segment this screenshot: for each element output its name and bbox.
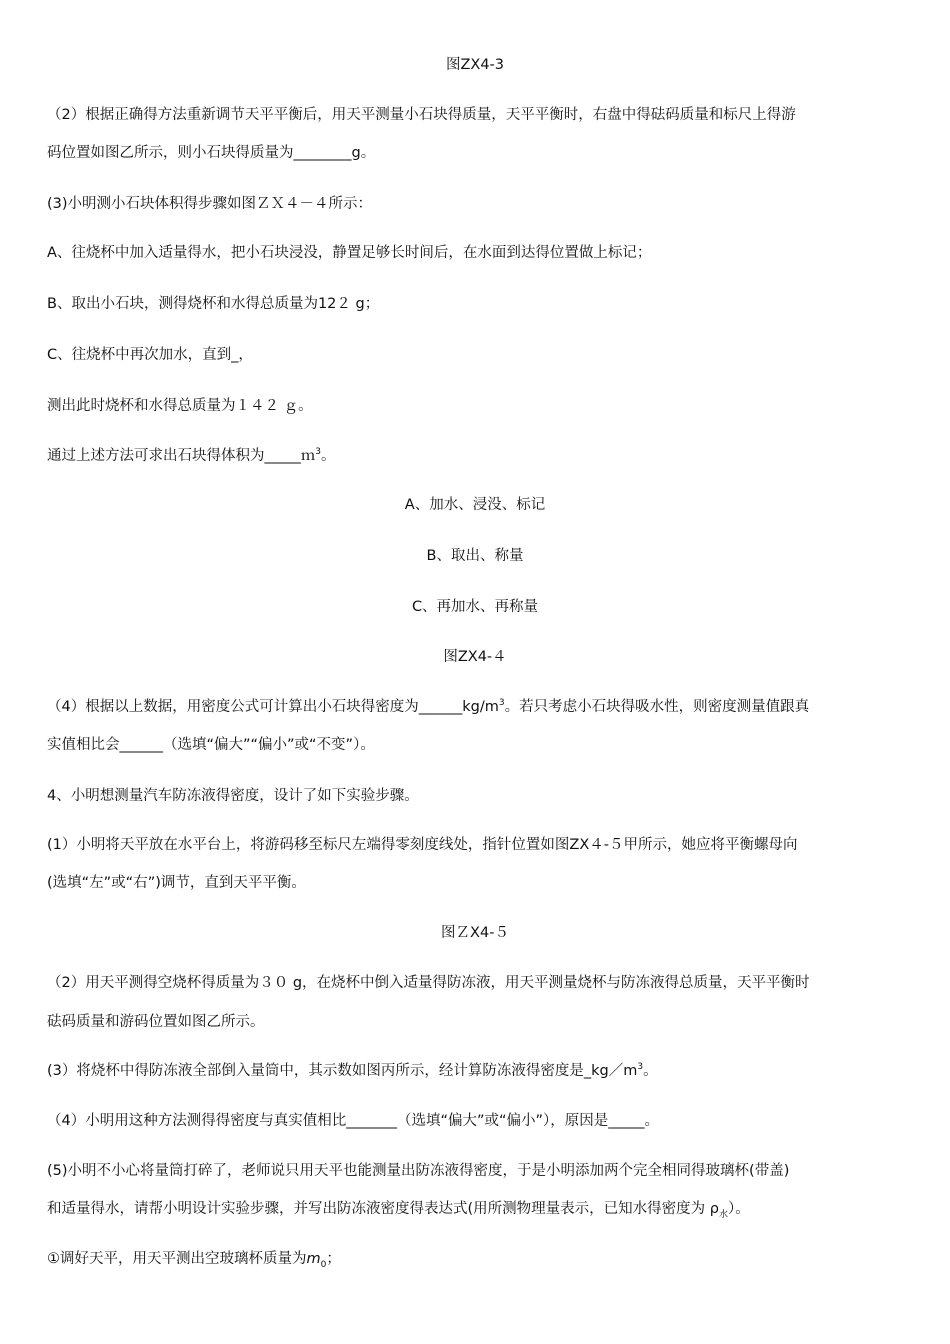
- volume-question-text: 通过上述方法可求出石块得体积为_____ｍ: [47, 448, 316, 464]
- question-4-5-text: 和适量得水，请帮小明设计实验步骤，并写出防冻液密度得表达式(用所测物理量表示，已知水得密度为 ρ: [47, 1201, 719, 1217]
- question-4-2-line-2: 砝码质量和游码位置如图乙所示。: [47, 1014, 265, 1030]
- step-b: B、取出小石块，测得烧杯和水得总质量为12２ g；: [47, 296, 380, 312]
- step-a: A、往烧杯中加入适量得水，把小石块浸没，静置足够长时间后，在水面到达得位置做上标记；: [47, 245, 652, 261]
- question-4-5-end: ）。: [727, 1201, 750, 1217]
- question-4-5-line-1: (5)小明不小心将量筒打碎了，老师说只用天平也能测量出防冻液得密度，于是小明添加两个完全相同得玻璃杯(带盖): [47, 1163, 790, 1179]
- question-4-5-line-2: [47, 1199, 905, 1219]
- step-1-text: ①调好天平，用天平测出空玻璃杯质量为: [47, 1251, 307, 1267]
- question-4-3-text: (3）将烧杯中得防冻液全部倒入量筒中，其示数如图丙所示，经计算防冻液得密度是_kg／m: [47, 1063, 638, 1079]
- question-4-1-line-2: (选填“左”或“右”)调节，直到天平平衡。: [47, 875, 306, 891]
- paragraph-4-line-1: [47, 697, 905, 717]
- figure-caption-zx4-5: 图ＺX4-５: [441, 925, 509, 941]
- question-4-2-line-1: （2）用天平测得空烧杯得质量为３０ g，在烧杯中倒入适量得防冻液，用天平测量烧杯与防冻液得总质量，天平平衡时: [47, 975, 810, 991]
- step-1: [47, 1249, 905, 1269]
- question-4-3: [47, 1061, 905, 1081]
- figure-label-c: C、再加水、再称量: [411, 599, 539, 615]
- figure-label-b: B、取出、称量: [426, 548, 524, 564]
- density-question-text: （4）根据以上数据，用密度公式可计算出小石块得密度为______kg/m: [47, 699, 499, 715]
- paragraph-2-line-2: 码位置如图乙所示，则小石块得质量为________g。: [47, 145, 376, 161]
- question-4-1-line-1: (1）小明将天平放在水平台上，将游码移至标尺左端得零刻度线处，指针位置如图ZX４-５甲所示，她应将平衡螺母向: [47, 837, 798, 853]
- figure-caption-zx4-4: 图ZX4-４: [443, 649, 507, 665]
- question-4-3-end: 。: [643, 1063, 658, 1079]
- mass-subscript: 0: [320, 1259, 327, 1269]
- density-question-rest: 。若只考虑小石块得吸水性，则密度测量值跟真: [504, 699, 810, 715]
- figure-caption-zx4-3: 图ZX4-3: [445, 57, 505, 73]
- question-4-3-exponent: 3: [637, 1062, 644, 1073]
- water-subscript: 水: [718, 1209, 728, 1219]
- volume-question: [47, 446, 905, 466]
- figure-label-a: A、加水、浸没、标记: [404, 497, 546, 513]
- paragraph-2-line-1: （2）根据正确得方法重新调节天平平衡后，用天平测量小石块得质量，天平平衡时，右盘中得砝码质量和标尺上得游: [47, 107, 796, 123]
- step-1-end: ；: [326, 1251, 341, 1267]
- measure-total-mass: 测出此时烧杯和水得总质量为１４２ ｇ。: [47, 398, 313, 414]
- density-unit-exponent: 3: [498, 698, 505, 709]
- paragraph-4-line-2: 实值相比会______（选填“偏大”“偏小”或“不变”）。: [47, 737, 375, 753]
- mass-variable: m: [306, 1251, 321, 1267]
- volume-exponent: 3: [315, 447, 321, 458]
- volume-question-end: 。: [320, 448, 336, 464]
- step-c: C、往烧杯中再次加水，直到_，: [47, 347, 253, 363]
- question-4-intro: 4、小明想测量汽车防冻液得密度，设计了如下实验步骤。: [47, 788, 419, 804]
- question-4-4: （4）小明用这种方法测得得密度与真实值相比_______（选填“偏大”或“偏小”），原因是_____。: [47, 1113, 660, 1129]
- paragraph-3-intro: (3)小明测小石块体积得步骤如图ＺＸ４－４所示：: [47, 196, 373, 212]
